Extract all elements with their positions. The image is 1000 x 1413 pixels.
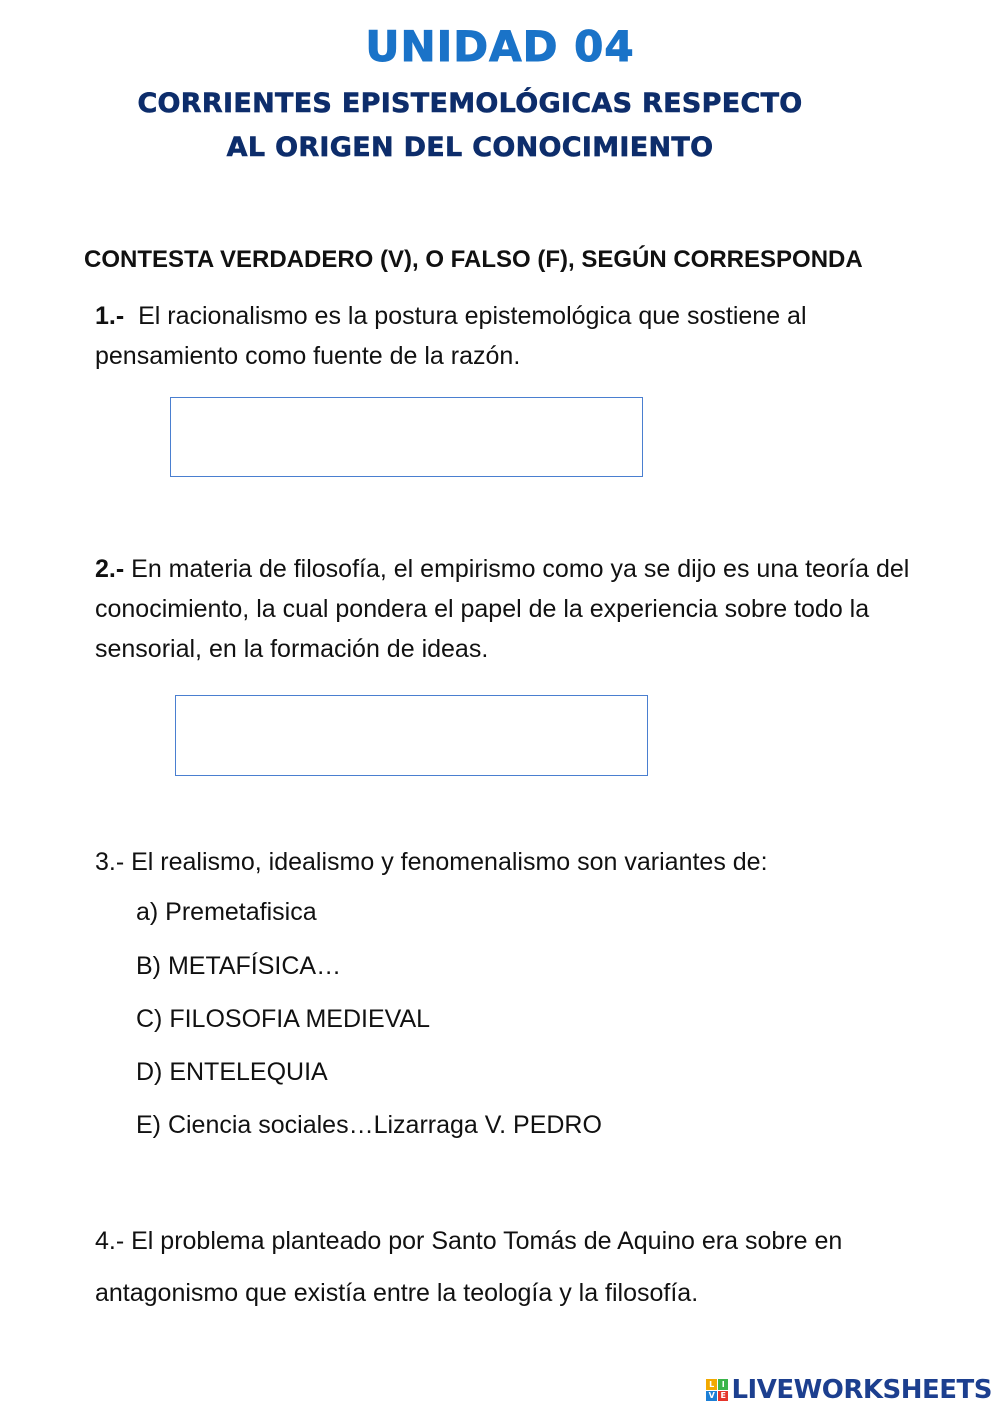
subtitle-line-1: CORRIENTES EPISTEMOLÓGICAS RESPECTO [137, 88, 803, 119]
unit-title: UNIDAD 04 [365, 22, 635, 71]
liveworksheets-logo-icon [706, 1379, 728, 1401]
answer-input-1[interactable] [170, 397, 643, 477]
logo-letter-e: E [718, 1391, 729, 1402]
question-4: 4.- El problema planteado por Santo Tomás de Aquino era sobre en antagonismo que existía entre la teología y la filosofía. [95, 1227, 843, 1307]
brand-text: LIVEWORKSHEETS [731, 1375, 992, 1405]
answer-input-2[interactable] [175, 695, 648, 776]
option-a[interactable]: a) Premetafisica [136, 898, 317, 926]
question-2 [95, 549, 935, 669]
instructions-heading: CONTESTA VERDADERO (V), O FALSO (F), SEGÚN CORRESPONDA [84, 246, 863, 273]
question-3: 3.- El realismo, idealismo y fenomenalismo son variantes de: [95, 848, 768, 876]
option-e[interactable]: E) Ciencia sociales…Lizarraga V. PEDRO [136, 1111, 602, 1139]
liveworksheets-brand [706, 1375, 992, 1405]
question-1-number: 1.- [95, 302, 125, 330]
logo-letter-v: V [706, 1391, 717, 1402]
logo-letter-i: I [718, 1379, 729, 1390]
option-c[interactable]: C) FILOSOFIA MEDIEVAL [136, 1005, 431, 1033]
logo-letter-l: L [706, 1379, 717, 1390]
option-b[interactable]: B) METAFÍSICA… [136, 952, 342, 980]
question-2-text: En materia de filosofía, el empirismo como ya se dijo es una teoría del conocimiento, la cual pondera el papel de la experiencia sobre todo la sensorial, en la formación de ideas. [95, 555, 910, 663]
question-1 [95, 296, 935, 376]
option-d[interactable]: D) ENTELEQUIA [136, 1058, 328, 1086]
question-2-number: 2.- [95, 555, 125, 583]
question-1-text: El racionalismo es la postura epistemológica que sostiene al pensamiento como fuente de la razón. [95, 302, 807, 370]
subtitle-line-2: AL ORIGEN DEL CONOCIMIENTO [226, 132, 714, 163]
